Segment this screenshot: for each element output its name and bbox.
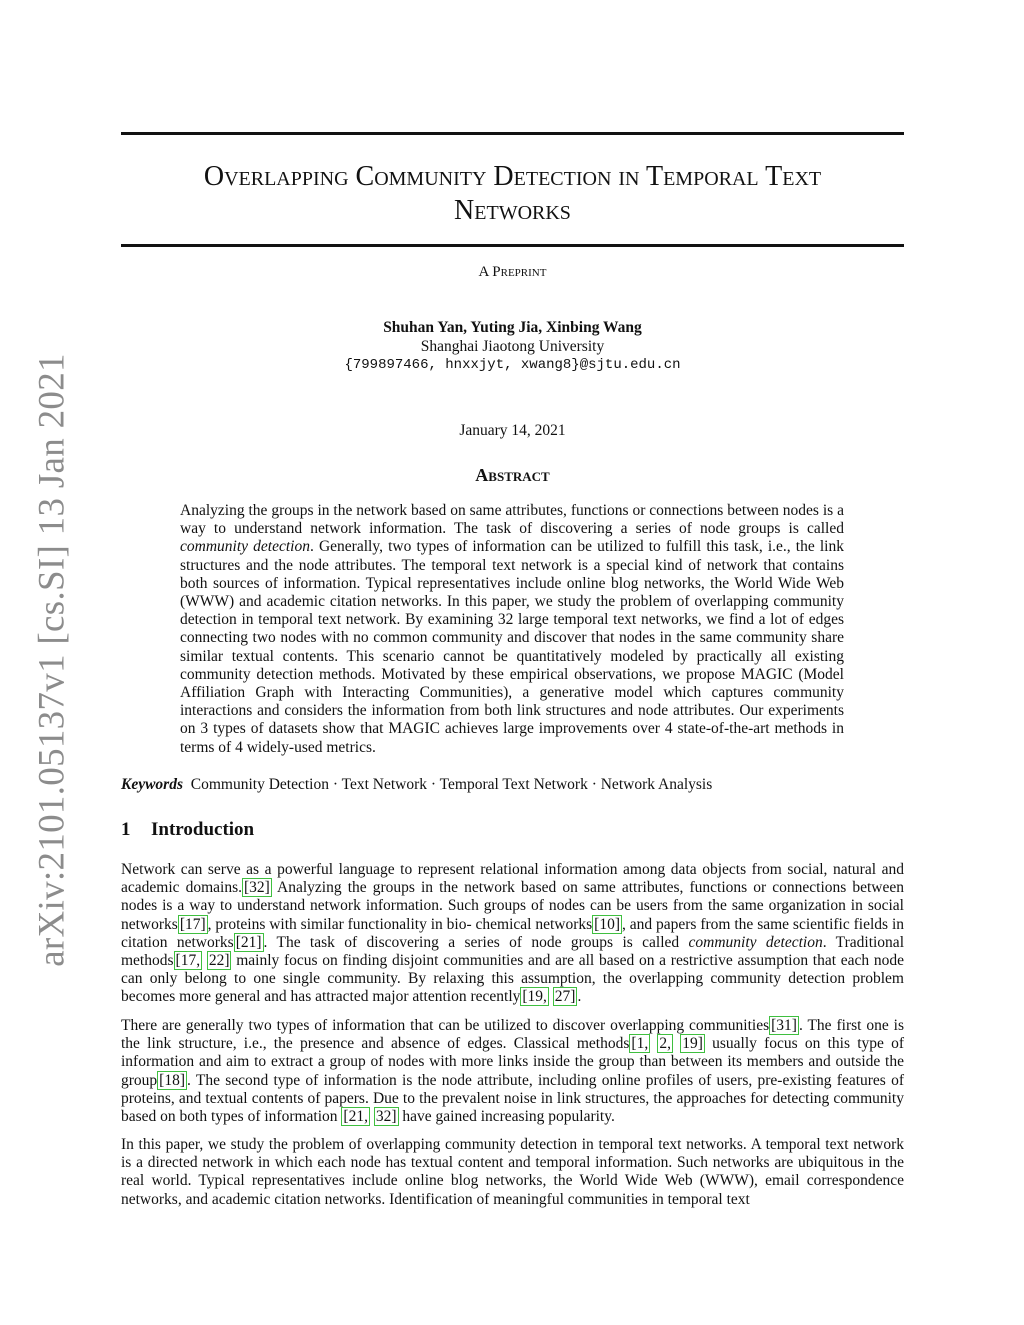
keywords-list: Community Detection · Text Network · Temporal Text Network · Network Analysis — [190, 776, 713, 793]
text-run: , and papers from the same scientific fields in citation networks — [121, 915, 904, 951]
paper-date: January 14, 2021 — [459, 422, 566, 439]
citation-link[interactable]: 2, — [659, 1035, 672, 1053]
citation-link[interactable]: [18] — [159, 1071, 185, 1089]
abstract-emphasis: community detection — [180, 538, 310, 556]
text-run: mainly focus on finding disjoint communities and are all based on a restrictive assumption that each node can only belong to one single community. By relaxing this assumption, the overlapping community detection problem becomes more general and has attracted major attention recently — [121, 952, 905, 1006]
text-run: . — [577, 988, 582, 1006]
text-run: have gained increasing popularity. — [398, 1108, 615, 1126]
intro-paragraph-3: In this paper, we study the problem of overlapping community detection in temporal text networks. A temporal text network is a directed network in which each node has textual content and temporal information. Such networks are ubiquitous in the real world. Typical representatives include online blog networks, the World Wide Web (WWW), email correspondence networks, and academic citation networks. Identification of meaningful communities in temporal text — [121, 1136, 904, 1208]
emphasis-text: community detection — [688, 933, 823, 951]
text-run: . Traditional methods — [121, 933, 904, 970]
intro-paragraph-1 — [121, 861, 904, 1007]
text-run: usually focus on this type of information and aim to extract a group of nodes with more links inside the group than between its members and outside the group — [121, 1035, 905, 1089]
text-run: . The task of discovering a series of node groups is called — [263, 933, 689, 951]
author-emails: {799897466, hnxxjyt, xwang8}@sjtu.edu.cn — [344, 357, 681, 373]
preprint-label: A Preprint — [478, 264, 547, 280]
citation-link[interactable]: 19] — [682, 1035, 703, 1053]
section-heading-introduction — [121, 819, 254, 841]
text-run: Network can serve as a powerful language to represent relational information among data objects from social, natural and academic domains. — [121, 861, 904, 897]
author-affiliation: Shanghai Jiaotong University — [420, 338, 605, 355]
citation-link[interactable]: [17, — [175, 952, 201, 970]
citation-link[interactable]: 27] — [554, 988, 576, 1006]
citation-link[interactable]: 32] — [375, 1108, 397, 1126]
abstract-text — [180, 502, 844, 757]
paper-title — [121, 160, 904, 228]
text-run: Analyzing the groups in the network based on same attributes, functions or connections between nodes is a way to understand network information. Such groups of nodes can be users from the same organization in social networks — [121, 879, 904, 933]
arxiv-identifier-stamp: arXiv:2101.05137v1 [cs.SI] 13 Jan 2021 — [31, 353, 73, 967]
citation-link[interactable]: [1, — [631, 1035, 649, 1053]
author-block — [121, 318, 904, 375]
citation-link[interactable]: 22] — [208, 952, 230, 970]
title-line-2: Networks — [454, 195, 571, 226]
intro-paragraph-2 — [121, 1017, 904, 1126]
citation-link[interactable]: [32] — [244, 879, 270, 897]
abstract-part-2: . Generally, two types of information can be utilized to fulfill this task, i.e., the link structures and the node attributes. The temporal text network is a special kind of network that contains both sources of information. Typical representatives include online blog networks, the World Wide Web (WWW) and academic citation networks. In this paper, we study the problem of overlapping community detection in temporal text network. By examining 32 large temporal text networks, we find a lot of edges connecting two nodes with no common community and discover that nodes in the same community share similar textual contents. This scenario cannot be quantitatively modeled by practically all existing community detection methods. Motivated by these empirical observations, we propose MAGIC (Model Affiliation Graph with Interacting Communities), a generative model which captures community interactions and considers the information from both link structures and node attributes. Our experiments on 3 types of datasets show that MAGIC achieves large improvements over 4 state-of-the-art methods in terms of 4 widely-used metrics. — [180, 538, 844, 756]
abstract-heading: Abstract — [475, 465, 550, 485]
text-run: . The first one is the link structure, i.e., the presence and absence of edges. Classical methods — [121, 1017, 904, 1053]
title-rule-top — [121, 132, 904, 135]
citation-link[interactable]: [21, — [343, 1108, 368, 1126]
text-run: . The second type of information is the node attribute, including online profiles of users, pre-existing features of proteins, and textual contents of papers. Due to the prevalent noise in link structures, the approaches for detecting community based on both types of information — [121, 1071, 904, 1126]
title-line-1: Overlapping Community Detection in Temporal Text — [203, 161, 822, 192]
keywords-line — [121, 776, 904, 794]
keywords-label: Keywords — [121, 776, 183, 793]
title-rule-bottom — [121, 244, 904, 247]
citation-link[interactable]: [31] — [771, 1017, 797, 1034]
citation-link[interactable]: [10] — [594, 915, 620, 933]
section-title: Introduction — [151, 819, 255, 840]
abstract-part-1: Analyzing the groups in the network based on same attributes, functions or connections between nodes is a way to understand network information. The task of discovering a series of node groups is called — [180, 502, 844, 538]
author-names: Shuhan Yan, Yuting Jia, Xinbing Wang — [383, 319, 642, 336]
citation-link[interactable]: [21] — [235, 933, 262, 951]
citation-link[interactable]: [19, — [522, 988, 547, 1006]
text-run: There are generally two types of information that can be utilized to discover overlapping communities — [121, 1017, 770, 1034]
text-run: , proteins with similar functionality in bio- chemical networks — [207, 915, 593, 933]
citation-link[interactable]: [17] — [179, 915, 206, 933]
section-number: 1 — [121, 819, 131, 840]
